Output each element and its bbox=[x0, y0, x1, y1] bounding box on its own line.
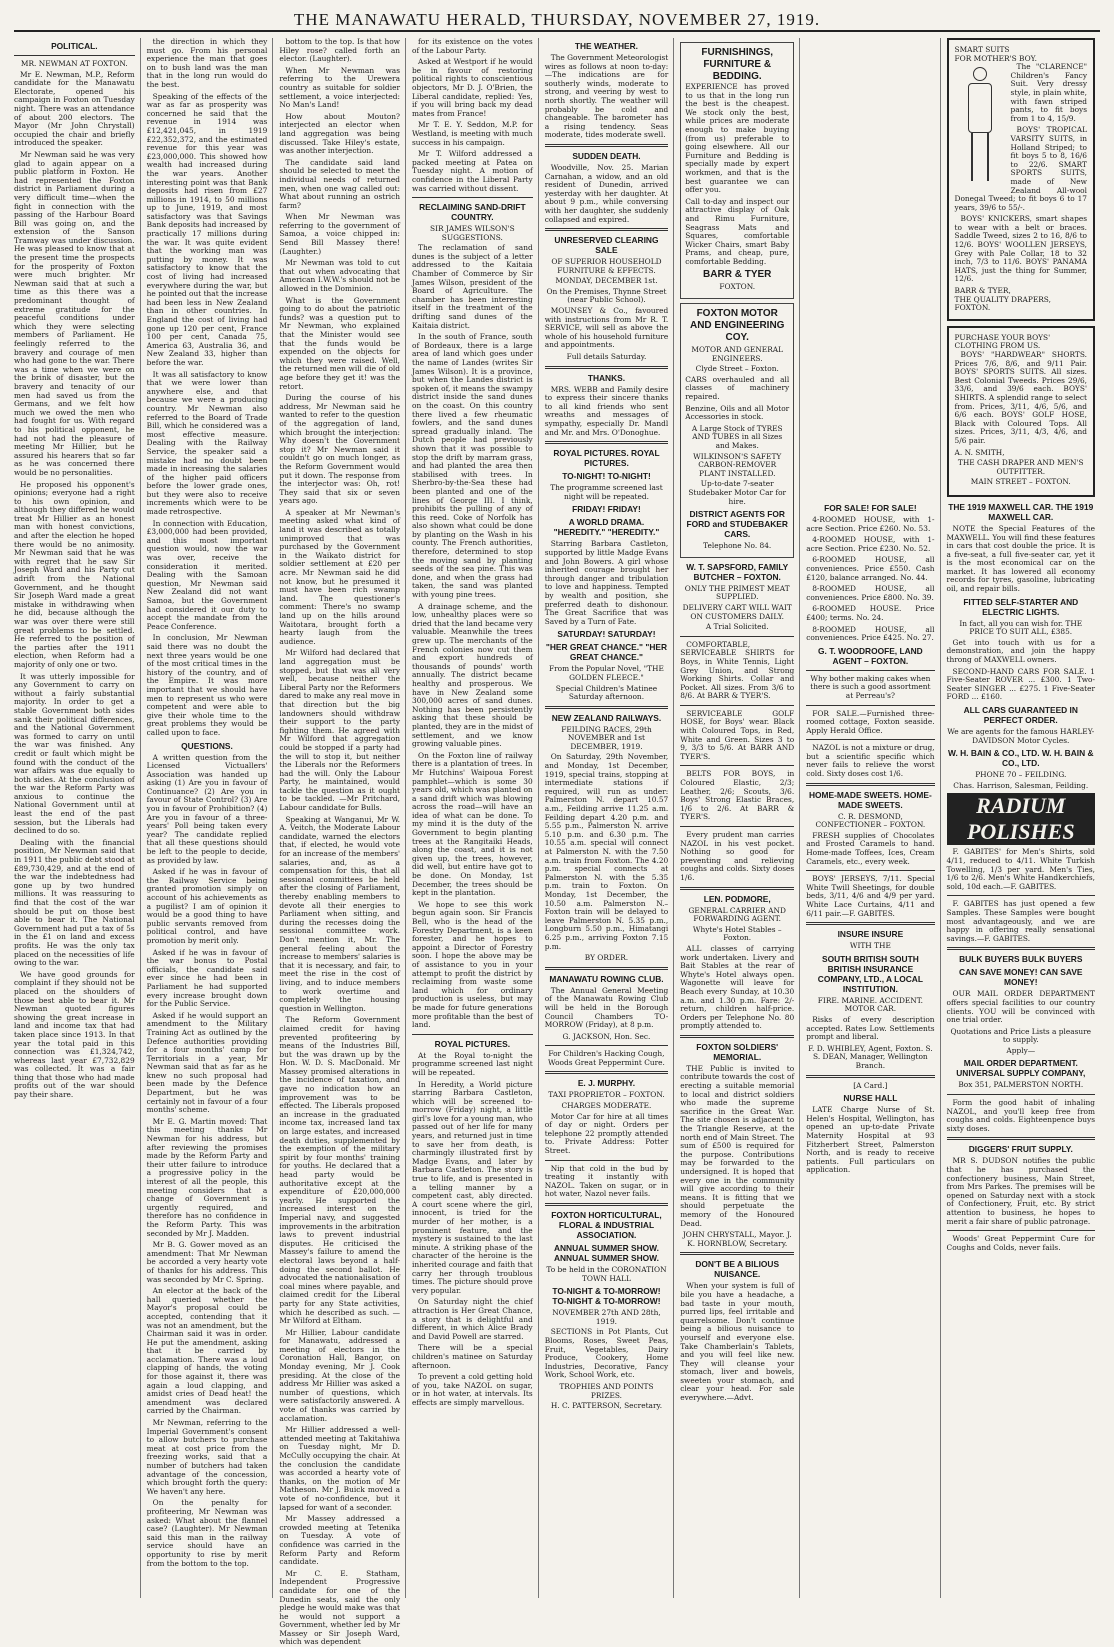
murphy-sub: TAXI PROPRIETOR – FOXTON. bbox=[548, 1090, 665, 1100]
bain-sales: Chas. Harrison, Salesman, Feilding. bbox=[953, 780, 1089, 790]
memorial-heading: FOXTON SOLDIERS' MEMORIAL. bbox=[696, 1041, 779, 1062]
article-paragraph: On the Foxton line of railway there is a plantation of trees. In Mr Hutchins' Waipoua Forest pamphlet—which is some 30 years old, which was planted on a sand drift which was blowing across the road—will have an idea of what can be done. To my mind it is the duty of the Government to begin planting trees at the Rangitaiki Heads, along the coast, and it is not given up, the trees, however, did well, but entire have got to be done. On Monday, 1st December, the trees should be kept in the plantation. bbox=[412, 750, 533, 898]
smart-suits-text: The "CLARENCE" Children's Fancy Suit. Very dressy style, in plain white, with fawn striped pants, to fit boys from 1 to 4, 15/9. bbox=[1010, 62, 1087, 123]
purchase-heading-1: PURCHASE YOUR BOYS' bbox=[954, 332, 1051, 342]
bain-addr: PHONE 70 – FEILDING. bbox=[975, 770, 1067, 780]
column-7 bbox=[806, 38, 940, 1598]
smart-suits-text-3: BOYS' KNICKERS, smart shapes to wear with a belt or braces. Saddle Tweed, sizes 2 to 16, 8/6 to 12/6. BOYS' WOOLLEN JERSEYS, Grey with Pale Collar, 18 to 32 inch, 7/3 to 11/6. BOYS' PANAMA HATS, just the thing for Summer, 12/6. bbox=[954, 214, 1087, 284]
sale-listing: 4-ROOMED HOUSE, with 1-acre Section. Price £230. No. 52. bbox=[806, 535, 935, 553]
maxwell-text: NOTE the Special Features of the MAXWELL. You will find these features in cars that cost double the price. It is a five-seat, a full five-seater car, yet it is the most economical car on the market. It has lowered all economy records for tyres, gasoline, lubricating oil, and repair bills. bbox=[946, 523, 1095, 594]
article-paragraph: On the penalty for profiteering, Mr Newman was asked: What about the flannel case? (Laughter). Mr Newman said this man in the railway service should have an opportunity to rise by merit from the bottom to the top. bbox=[146, 1498, 268, 1568]
murphy-text: Motor Car for hire at all times of day or night. Orders per telephone 22 promptly attended to. Private Address: Potter Street. bbox=[544, 1111, 669, 1156]
drama-text: Starring Barbara Castleton, supported by little Madge Evans and John Bowers. A girl whose inherited courage brought her through danger and tribulation to love and happiness. Tempted by wealth and position, she preferred death to dishonour. The Great Sacrifice that was Saved by a Turn of Fate. bbox=[544, 539, 669, 626]
sudden-death-heading: SUDDEN DEATH. bbox=[572, 150, 641, 161]
podmore-addr: Whyte's Hotel Stables – Foxton. bbox=[692, 924, 782, 943]
column-8 bbox=[947, 38, 1100, 1598]
nurse-heading: NURSE HALL bbox=[843, 1093, 898, 1104]
column-2 bbox=[147, 38, 274, 1598]
saturday-label: SATURDAY! SATURDAY! bbox=[557, 629, 656, 640]
maxwell-price: In fact, all you can wish for. THE PRICE TO SUIT ALL, £385. bbox=[959, 618, 1083, 637]
thanks-text: MRS. WEBB and Family desire to express their sincere thanks to all kind friends who sent wreaths and messages of sympathy, especially Dr. Mandl and Mr. and Mrs. O'Donoghue. bbox=[544, 384, 669, 437]
article-paragraph: When Mr Newman was referring to the Urewera country as suitable for soldier settlement, a voice interjected: No Man's Land! bbox=[279, 65, 401, 110]
apply-text: Apply— bbox=[1006, 1045, 1036, 1055]
railways-text: On Saturday, 29th November, and Monday, 1st December, 1919, special trains, stopping at intermediate stations if required, will run as under: Palmerston N. depart 10.57 a.m., Feilding arrive 11.25 a.m. Feilding depart 4.20 p.m. and 5.55 p.m., Palmerston N. arrive 5.10 p.m. and 6.30 p.m. The 10.55 a.m. special will connect at Palmerston N. with the 7.50 a.m. train from Foxton. The 4.20 p.m. special connects at Palmerston N. with the 5.35 p.m. train to Foxton. On Monday, 1st December, the 10.50 a.m. Palmerston N.–Foxton train will be delayed to leave Palmerston N. 5.35 p.m., Longburn 5.50 p.m., Himatangi 6.25 p.m., arriving Foxton 7.15 p.m. bbox=[544, 752, 669, 951]
furnishings-sig: BARR & TYER bbox=[703, 269, 772, 281]
sweets-sig: C. R. DESMOND, CONFECTIONER – FOXTON. bbox=[815, 811, 926, 830]
motor-ad bbox=[680, 303, 794, 558]
article-paragraph: On Saturday night the chief attraction is Her Great Chance, a story that is delightful and different, in which Alice Brady and David Powell are starred. bbox=[412, 1297, 533, 1341]
bain-name: W. H. BAIN & CO., LTD. W. H. BAIN & CO., LTD. bbox=[948, 748, 1094, 769]
column-1 bbox=[14, 38, 141, 1598]
article-paragraph: Mr Wilford had declared that land aggregation must be stopped, but that was all very well, because neither the Liberal Party nor the Reformers dared to make any real move in that direction but the big landowners should withdraw their support to the party fighting them. He agreed with Mr Wilford that aggregation could be stopped if a party had the will to stop it, but neither the Liberals nor the Reformers had the will. Only the Labour Party, he maintained, would tackle the question as it ought to be tackled. —Mr Pritchard, Labour candidate for Bulls. bbox=[279, 648, 401, 813]
for-sale-heading: FOR SALE! FOR SALE! bbox=[824, 503, 917, 513]
show-text: SECTIONS in Pot Plants, Cut Blooms, Roses, Sweet Peas, Fruit, Vegetables, Dairy Produce, Cookery, Home Industries, Decorative, Fancy Work, School Work, etc. bbox=[544, 1327, 669, 1380]
sweets-text: FRESH supplies of Chocolates and Frosted Caramels to hand. Home-made Toffees, Ices, Cream Caramels, etc., every week. bbox=[806, 830, 935, 866]
article-paragraph: The Reform Government claimed credit for having prevented profiteering by means of the Industries Bill, but the was drawn up by the Hon. W. D. S. MacDonald. Mr Massey promised alterations in the incidence of taxation, and gave no indication how an improvement was to be effected. The Liberals proposed an increase in the graduated income tax, increased land tax on large estates, and increased death duties, supplemented by the exemption of the military spirit by four months' training for youths. He declared that a head party would be authoritative except at the expenditure of £20,000,000 yearly. He supported the increased interest on the Imperial navy, and suggested improvements in the arbitration laws to prevent industrial disputes. He criticised the Massey's failure to amend the electoral laws beyond a half-doing the second ballot. He advocated the nationalisation of coal mines where payable, and claimed credit for the Liberal party for any State activities, which he described as such. —Mr Wilford at Eltham. bbox=[279, 1015, 401, 1326]
show-place: To be held in the CORONATION TOWN HALL bbox=[546, 1265, 667, 1283]
section-heading: POLITICAL. bbox=[51, 41, 98, 51]
article-paragraph: The reclamation of sand dunes is the subject of a letter addressed to the Kaitaia Chamber of Commerce by Sir James Wilson, president of the Board of Agriculture. The chamber has been interesting itself in the treatment of the drifting sand dunes of the Kaitaia district. bbox=[412, 243, 533, 330]
barr-tyer-sub: THE QUALITY DRAPERS, bbox=[954, 294, 1051, 304]
masthead: THE MANAWATU HERALD, THURSDAY, NOVEMBER 27, 1919. bbox=[14, 10, 1100, 32]
article-paragraph: It was utterly impossible for any Government to carry on without a fairly substantial majority. In order to get a stable Government both sides sank their political differences, and the National Government was formed to carry on until the war was finished. Any credit or fault which might be found with the conduct of the war affairs was due equally to both sides. At the conclusion of the war the Reform Party was anxious to continue the National Government until at least the end of the past session, but the Liberals had declined to do so. bbox=[14, 671, 135, 836]
furnishings-place: FOXTON. bbox=[719, 282, 756, 292]
jerseys-text: BOYS' JERSEYS, 7/11. Special White Twill Sheetings, for double beds, 3/11, 4/6 and 4/9 per yard. White Lace Curtains, 4/11 and 6/11 pair.—F. GABITES. bbox=[806, 874, 935, 918]
article-paragraph: In conclusion, Mr Newman said there was no doubt the next three years would be one of the most critical times in the history of the country, and of the Empire. It was more important that we should have men to represent us who were competent and were able to give their whole time to the great problems they would be called upon to face. bbox=[146, 633, 268, 737]
mail-text: OUR MAIL ORDER DEPARTMENT offers special facilities to our country clients. YOU will be convinced with one trial order. bbox=[946, 989, 1095, 1025]
show-date: NOVEMBER 27th AND 28th, 1919. bbox=[552, 1308, 661, 1326]
railways-sub: FEILDING RACES, 29th NOVEMBER and 1st DECEMBER, 1919. bbox=[561, 724, 652, 751]
murphy-moderate: CHARGES MODERATE. bbox=[561, 1101, 652, 1111]
podmore-sub: GENERAL CARRIER AND FORWARDING AGENT. bbox=[688, 905, 786, 924]
cars-guaranteed: ALL CARS GUARANTEED IN PERFECT ORDER. bbox=[963, 705, 1078, 725]
chance-title: "HER GREAT CHANCE." "HER GREAT CHANCE." bbox=[545, 642, 668, 663]
sale-listing: 6-ROOMED HOUSE. Price £400; terms. No. 24. bbox=[806, 604, 935, 622]
drama-title: A WORLD DRAMA. "HEREDITY." "HEREDITY." bbox=[553, 517, 660, 538]
article-subheading: MR. NEWMAN AT FOXTON. bbox=[20, 59, 128, 68]
furnishings-heading: FURNISHINGS, FURNITURE & BEDDING. bbox=[701, 47, 774, 82]
railways-heading: NEW ZEALAND RAILWAYS. bbox=[551, 712, 662, 723]
columns bbox=[14, 37, 1100, 1647]
article-paragraph: There will be a special children's matinee on Saturday afternoon. bbox=[412, 1343, 533, 1370]
insure-heading: INSURE INSURE bbox=[837, 929, 904, 940]
smith-name: A. N. SMITH, bbox=[954, 447, 1005, 457]
nazol-text: NAZOL is not a mixture or drug, but a scientific specific which never fails to relieve the worst cold. Sixty doses cost 1/6. bbox=[806, 743, 935, 779]
motor-text: CARS overhauled and all classes of machinery repaired. bbox=[685, 374, 790, 402]
maxwell-demo: Get into touch with us for a demonstration, and join the happy throng of MAXWELL owners. bbox=[946, 637, 1095, 665]
furnishings-text-2: Call to-day and inspect our attractive display of Oak and Rimu Furniture, Seagrass Mats and Squares, comfortable Wicker Chairs, smart Baby Prams, and cheap, pure, comfortable Bedding. bbox=[685, 196, 790, 266]
rowing-heading: MANAWATU ROWING CLUB. bbox=[549, 973, 664, 984]
article-paragraph: Mr Newman, referring to the Imperial Government's consent to allow butchers to purchase meat at cost price from the freezing works, said that a number of butchers had taken advantage of the concession, which brought forth the query: We haven't any here. bbox=[146, 1418, 268, 1496]
article-paragraph: What is the Government going to do about the patriotic funds? was a question put to Mr Newman, who explained that the Minister would see that the funds would be expended on the objects for which they were raised. Well, the returned men will die of old age before they get it! was the retort. bbox=[279, 295, 401, 391]
article-paragraph: The candidate said land should be selected to meet the individual needs of returned men, when one wag called out: What about running an ostrich farm? bbox=[279, 157, 401, 210]
column-5 bbox=[545, 38, 675, 1598]
secondhand-cars: SECOND-HAND CARS FOR SALE. 1 Five-Seater ROVER ... £300. 1 Two-Seater SINGER ... £275. 1 Five-Seater FORD ... £160. bbox=[946, 666, 1095, 702]
article-paragraph: To prevent a cold getting hold of you, take NAZOL on sugar, or in hot water, at intervals. Its effects are simply marvellous. bbox=[412, 1372, 533, 1407]
smart-suits-text-2: BOYS' TROPICAL VARSITY SUITS, in Holland Striped; to fit boys 5 to 8, 16/6 to 22/6. SMART SPORTS SUITS, made of New Zealand All-wool Donegal Tweed; to fit boys 6 to 17 years, 39/6 to 55/-. bbox=[954, 125, 1087, 212]
purchase-ad bbox=[947, 326, 1095, 497]
sale-listing: 8-ROOMED HOUSE, all conveniences. Price £800. No. 39. bbox=[806, 584, 935, 602]
motor-tel: Telephone No. 84. bbox=[703, 541, 772, 551]
boy-figure-illustration bbox=[955, 65, 1005, 185]
sale-listing: 6-ROOMED HOUSE, all conveniences. Price £550. Cash £120, balance arranged. No. 44. bbox=[806, 555, 935, 582]
tonight-text: The programme screened last night will be repeated. bbox=[550, 483, 663, 501]
furnishings-ad bbox=[680, 42, 794, 299]
cakes-text: Why bother making cakes when there is such a good assortment at Perreau's? bbox=[810, 673, 931, 700]
save-money: CAN SAVE MONEY! CAN SAVE MONEY! bbox=[959, 967, 1083, 988]
article-paragraph: In Heredity, a World picture starring Barbara Castleton, which will be screened to-morrow (Friday) night, a little girl's love for a young man, who passed out of her life for many years, and returned just in time to save her from death, is charmingly illustrated first by Madge Evans, and later by Barbara Castleton. The story is true to life, and is presented in a telling manner by a competent cast, ably directed. A court scene where the girl, innocent, is tried for the murder of her mother, is a prominent feature, and the mystery is sustained to the last minute. A striking phase of the character of the heroine is the inherited courage and faith that carry her through troublous times. The picture should prove very popular. bbox=[412, 1079, 533, 1295]
article-paragraph: Mr E. G. Martin moved: That this meeting thanks Mr Newman for his address, but after reviewing the promises made by the Reform Party and their utter failure to introduce a progressive policy in the interest of all the people, this meeting considers that a change of Government is urgently required, and therefore has no confidence in the Reform Party. This was seconded by Mr J. Madden. bbox=[146, 1116, 268, 1238]
article-paragraph: In connection with Education, £3,000,000 had been provided, and this most important question would, now the war was over, receive the consideration it merited. Dealing with the Samoan question, Mr Newman said New Zealand did not want Samoa, but the Government had considered it our duty to accept the mandate from the Peace Conference. bbox=[146, 518, 268, 631]
article-paragraph: Mr Massey addressed a crowded meeting at Tetenika on Tuesday. A vote of confidence was carried in the Reform Party and Reform candidate. bbox=[279, 1514, 401, 1567]
article-paragraph: Speaking at Wanganui, Mr W. A. Veitch, the Moderate Labour candidate, warned the electors that, if elected, he would vote for an increase of the members' salaries, and, as a compensation for this, that all sessional committees be held after the closing of Parliament, thereby enabling members to devote all their energies to Parliament when sitting, and during the recesses doing the sessional committee work. Don't mention it, Mr. The general feeling about the increase to members' salaries is that it is necessary, and fair, to meet the rise in the cost of living, and to induce members to work overtime and completely the housing question in Wellington. bbox=[279, 814, 401, 1013]
purchase-heading-2: CLOTHING FROM US. bbox=[954, 341, 1041, 351]
clearing-sale-foot: Full details Saturday. bbox=[566, 352, 647, 362]
barr-tyer-place: FOXTON. bbox=[954, 303, 991, 313]
thanks-heading: THANKS. bbox=[587, 372, 626, 383]
reclaiming-heading: RECLAIMING SAND-DRIFT COUNTRY. bbox=[419, 202, 526, 223]
article-paragraph: for its existence on the votes of the Labour Party. bbox=[412, 37, 533, 55]
clearing-sale-heading: UNRESERVED CLEARING SALE bbox=[554, 235, 659, 256]
article-paragraph: Mr Newman said he was very glad to again appear on a public platform in Foxton. He had represented the Foxton district in Parliament during a very difficult time—when the fight in connection with the passing of the Harbour Board Bill was going on, and the extension of the Sanson Tramway was under discussion. He was pleased to know that at the present time the prospects for the prosperity of Foxton were much brighter. Mr Newman said that at such a time as this there was a predominant thought of extreme gratitude for the peaceful conditions under which they were selecting members of Parliament. He feelingly referred to the bravery and courage of men who had gone to the war. There was a time when we were on the brink of disaster, but the bravery and tenacity of our men had saved us from the Germans, and we felt how much we owed the men who had fought for us. With regard to his political opponent, he had not had the pleasure of meeting Mr Hillier, but he assured his hearers that so far as he was concerned there would be no personalities. bbox=[14, 149, 135, 477]
article-paragraph: Mr Hillier, Labour candidate for Manawatu, addressed a meeting of electors in the Coronation Hall, Bangor, on Monday evening, Mr J. Cook presiding. At the close of the address Mr Hillier was asked a number of questions, which were satisfactorily answered. A vote of thanks was carried by acclamation. bbox=[279, 1327, 401, 1423]
insure-sig: F. D. WHIBLEY, Agent, Foxton. S. S. DEAN, Manager, Wellington Branch. bbox=[808, 1043, 933, 1070]
maxwell-heading: THE 1919 MAXWELL CAR. THE 1919 MAXWELL CAR. bbox=[948, 501, 1094, 522]
memorial-sig: JOHN CHRYSTALL, Mayor. J. K. HORNBLOW, Secretary. bbox=[682, 1230, 792, 1248]
article-paragraph: bottom to the top. Is that how Hiley rose? called forth an elector. (Laughter). bbox=[279, 37, 401, 64]
insure-text: Risks of every description accepted. Rates Low. Settlements prompt and liberal. bbox=[806, 1014, 935, 1042]
sudden-death-text: Woodville, Nov. 25. Marian Carnahan, a widow, and an old resident of Dunedin, arrived yesterday with her daughter. At about 9 p.m., while conversing with her daughter, she suddenly collapsed and expired. bbox=[544, 162, 669, 224]
smith-addr: MAIN STREET – FOXTON. bbox=[970, 477, 1071, 487]
cough-text: For Children's Hacking Cough, Woods Great Peppermint Cure. bbox=[548, 1049, 665, 1067]
clearing-sale-text: MOUNSEY & Co., favoured with instructions from Mr R. T. SERVICE, will sell as above the whole of his household furniture and appointments. bbox=[544, 306, 669, 350]
royal-ad-heading: ROYAL PICTURES. ROYAL PICTURES. bbox=[553, 448, 660, 469]
article-paragraph: Mr T. E. Y. Seddon, M.P. for Westland, is meeting with much success in his campaign. bbox=[412, 120, 533, 147]
motor-car: Up-to-date 7-seater Studebaker Motor Car for hire. bbox=[688, 479, 787, 506]
article-paragraph: At the Royal to-night the programme screened last night will be repeated. bbox=[412, 1050, 533, 1077]
insure-types: FIRE. MARINE. ACCIDENT. MOTOR CAR. bbox=[817, 995, 923, 1014]
cottage-sale-text: FOR SALE.—Furnished three-roomed cottage, Foxton seaside. Apply Herald Office. bbox=[806, 708, 935, 735]
murphy-heading: E. J. MURPHY. bbox=[577, 1078, 636, 1089]
column-3 bbox=[279, 37, 406, 1647]
article-paragraph: Dealing with the financial position, Mr Newman said that in 1911 the public debt stood at £89,730,429, and at the end of the war the indebtedness had gone up by two hundred millions. It was reassuring to find that the cost of the war should be put on those best able to bear it. The National Government had put a tax of 5s in the £1 on land and excess profits. He was the only tax placed on the necessities of life owing to the war. bbox=[14, 837, 135, 968]
novel-text: From the Popular Novel, "THE GOLDEN FLEECE." bbox=[549, 664, 664, 682]
radium-logo: RADIUM POLISHES bbox=[947, 793, 1095, 845]
smart-suits-ad bbox=[947, 38, 1095, 321]
nuisance-heading: DON'T BE A BILIOUS NUISANCE. bbox=[695, 1259, 780, 1280]
clearing-sale-date: MONDAY, DECEMBER 1st. bbox=[555, 276, 658, 286]
motor-tyres: A Large Stock of TYRES AND TUBES in all Sizes and Makes. bbox=[691, 423, 783, 450]
article-paragraph: A speaker at Mr Newman's meeting asked what kind of land it was described as totally unimproved that was purchased by the Government in the Waikato district for soldier settlement at £20 per acre. Mr Newman said he did not know, but he presumed it must have been rich swamp land. The questioner's comment: There's no swamp land up on the hills around Waitotara, brought forth a hearty laugh from the audience. bbox=[279, 507, 401, 646]
clearing-sale-sub: OF SUPERIOR HOUSEHOLD FURNITURE & EFFECTS. bbox=[551, 257, 662, 275]
motor-agents: DISTRICT AGENTS FOR FORD and STUDEBAKER CARS. bbox=[686, 509, 788, 540]
barr-tyer-name: BARR & TYER, bbox=[954, 286, 1011, 296]
motor-text-2: Benzine, Oils and all Motor Accessories in stock. bbox=[685, 403, 790, 422]
nazol-text: Nip that cold in the bud by treating it instantly with NAZOL. Taken on sugar, or in hot water, Nazol never fails. bbox=[544, 1163, 669, 1199]
sapsford-trial: A Trial Solicited. bbox=[705, 622, 769, 632]
article-paragraph: It was all satisfactory to know that we were lower than anywhere else, and that because we were a producing country. Mr Newman also referred to the Board of Trade Bill, which he considered was a most effective measure. Dealing with the Railway Service, the speaker said a mistake had no doubt been made in increasing the salaries of the higher paid officers before the lower grade ones, but they were also to receive increments which were to be made retrospective. bbox=[146, 369, 268, 517]
article-paragraph: Asked at Westport if he would be in favour of restoring political rights to conscientious objectors, Mr D. J. O'Brien, the Liberal candidate, replied: Yes, if you will bring back my dead mates from France! bbox=[412, 57, 533, 118]
sapsford-delivery: DELIVERY CART WILL WAIT ON CUSTOMERS DAILY. bbox=[682, 602, 792, 621]
article-paragraph: When Mr Newman was referring to the government of Samoa, a voice chipped in: Send Bill Massey there! (Laughter.) bbox=[279, 212, 401, 256]
questions-heading: QUESTIONS. bbox=[181, 740, 233, 751]
show-trophies: TROPHIES AND POINTS PRIZES. bbox=[559, 1381, 654, 1400]
show-sig: H. C. PATTERSON, Secretary. bbox=[550, 1401, 663, 1411]
nuisance-text: When your system is full of bile you have a headache, a bad taste in your mouth, purred lips, feel irritable and quarrelsome. Don't continue being a bilious nuisance to yourself and everyone else. Take Chamberlain's Tablets, and you will feel like new. They will cleanse your stomach, liver and bowels, sweeten your stomach, and clear your head. For sale everywhere.—Advt. bbox=[680, 1281, 795, 1403]
article-paragraph: Asked if he was in favour of the war bonus to Postal officials, the candidate said ever since he had been in Parliament he had supported every increase brought down for the Public Service. bbox=[146, 947, 268, 1009]
mail-dept: MAIL ORDER DEPARTMENT. UNIVERSAL SUPPLY COMPANY, bbox=[956, 1058, 1086, 1079]
smart-suits-heading: SMART SUITS bbox=[954, 45, 1010, 54]
royal-pictures-heading: ROYAL PICTURES. bbox=[434, 1038, 511, 1049]
woods-text: Woods' Great Peppermint Cure for Coughs and Colds, never fails. bbox=[946, 1234, 1095, 1252]
nurse-text: LATE Charge Nurse of St. Helen's Hospital, Wellington, has opened an up-to-date Private Maternity Hospital at 93 Fitzherbert Street, Palmerston North, and is ready to receive patients. Full particulars on application. bbox=[806, 1105, 935, 1175]
insure-company: SOUTH BRITISH SOUTH BRITISH INSURANCE COMPANY, LTD., A LOCAL INSTITUTION. bbox=[817, 953, 923, 994]
memorial-text: THE Public is invited to contribute towards the cost of erecting a suitable memorial to local and district soldiers who made the supreme sacrifice in the Great War. The site chosen is adjacent to the Triangle Reserve, at the north end of Main Street. The sum of £500 is required for the purpose. Contributions may be forwarded to the undersigned. It is hoped that every one in the community will give according to their means. It is fitting that we should perpetuate the memory of the Honoured Dead. bbox=[680, 1063, 795, 1228]
column-4 bbox=[412, 38, 539, 1598]
article-paragraph: He proposed his opponent's opinions; everyone had a right to his own opinion, and although they differed he would treat Mr Hillier as an honest man with honest convictions, and after the election he hoped there would be no animosity. Mr Newman said that he was with regret that he saw Sir Joseph Ward and his Party cut adrift from the National Government, and he thought Sir Joseph Ward made a great mistake in withdrawing when he did, because although the war was over there were still great problems to be settled. He referred to the position of the parties after the 1911 election, when Reform had a majority of only one or two. bbox=[14, 479, 135, 669]
purchase-text: BOYS' "HARDWEAR" SHORTS. Prices 7/6, 8/6, and 9/11 Pair. BOYS' SPORTS SUITS. All sizes. Best Colonial Tweeds. Prices 29/6, 33/6, and 39/6 each. BOYS' SHIRTS. A splendid range to select from. Prices, 3/11, 4/6, 5/6, and 6/6 each. BOYS' GOLF HOSE, Black with Coloured Tops. All sizes. Prices, 3/11, 4/3, 4/6, and 5/6 pair. bbox=[954, 350, 1087, 445]
sapsford-sub: ONLY THE PRIMEST MEAT SUPPLIED. bbox=[684, 583, 790, 602]
quote-text: Quotations and Price Lists a pleasure to supply. bbox=[950, 1026, 1092, 1045]
horticultural-heading: FOXTON HORTICULTURAL, FLORAL & INDUSTRIAL ASSOCIATION. bbox=[551, 1210, 662, 1240]
article-paragraph: How about Mouton? interjected an elector when land aggregation was being discussed. Take Hiley's estate, was another interjection. bbox=[279, 111, 401, 156]
sale-listing: 8-ROOMED HOUSE, all conveniences. Price £425. No. 27. bbox=[806, 624, 935, 643]
shirts-text: COMFORTABLE, SERVICEABLE SHIRTS for Boys, in White Tennis, Light Grey Union, and Strong Working Shirts. Collar and Pocket. All sizes. From 3/6 to 8/6. At BARR & TYER'S. bbox=[680, 639, 795, 701]
gabites-text: F. GABITES' for Men's Shirts, sold 4/11, reduced to 4/11. White Turkish Towelling, 1/3 per yard. Men's Ties, 1/6 to 2/6. Men's White Handkerchiefs, sold, 10d each.—F. GABITES. bbox=[946, 847, 1095, 891]
article-paragraph: We have good grounds for complaint if they should not be placed on the shoulders of those best able to bear it. Mr Newman quoted figures showing the great increase in land and income tax that had taken place since 1913. In that year the total paid in this connection was £1,324,742, whereas last year £7,732,829 was collected. It was a fair thing that those who had made profits out of the war should pay their share. bbox=[14, 969, 135, 1100]
railways-by: BY ORDER. bbox=[584, 953, 629, 963]
harley-text: We are agents for the famous HARLEY-DAVIDSON Motor Cycles. bbox=[947, 727, 1095, 745]
article-paragraph: Mr C. E. Statham, Independent Progressive candidate for one of the Dunedin seats, said the only pledge he would make was that he would not support a Government, whether led by Mr Massey or Sir Joseph Ward, which was dependent bbox=[279, 1568, 401, 1647]
article-paragraph: An elector at the back of the hall queried whether the Mayor's proposal could be accepted, contending that it was not an amendment, but the Chairman said it was in order. He put the amendment, asking that it be carried by acclamation. There was a loud clapping of hands, the voting for those against it, there was again a loud clapping, and amidst cries of Dead heat! the amendment was declared carried by the Chairman. bbox=[146, 1286, 268, 1416]
rowing-text: The Annual General Meeting of the Manawatu Rowing Club will be held in the Borough Council Chambers TO-MORROW (Friday), at 8 p.m. bbox=[544, 985, 669, 1030]
article-paragraph: Mr B. G. Gower moved as an amendment: That Mr Newman be accorded a very hearty vote of thanks for his address. This was seconded by Mr C. Spring. bbox=[146, 1240, 268, 1284]
podmore-text: ALL classes of carrying work undertaken. Livery and Bait Stables at the rear of Whyte's Hotel always open. Wagonette will leave for Beach every Sunday, at 10.30 a.m. and 1.30 p.m. Fare: 2/- return, children half-price. Orders per Telephone No. 80 promptly attended to. bbox=[680, 943, 795, 1031]
article-paragraph: Asked if he would support an amendment to the Military Training Act as outlined by the Defence authorities providing for a four months' camp for Territorials in a year, Mr Newman said that as far as he knew no such proposal had been made by the Defence Department, but he was certainly not in favour of a four months' scheme. bbox=[146, 1010, 268, 1115]
smart-suits-sub: FOR MOTHER'S BOY. bbox=[954, 53, 1037, 63]
diggers-text: MR S. DUDSON notifies the public that he has purchased the confectionery business, Main Street, from Mrs Parkes. The premises will be opened on Saturday next with a stock of Confectionery, Fruit, etc. By strict attention to business, he hopes to merit a fair share of public patronage. bbox=[946, 1156, 1095, 1226]
article-paragraph: Asked if he was in favour of the Railway Service being granted promotion simply on account of his achievements as a pugilist? I am of opinion it would be a good thing to have public servants removed from political control, and have promotion by merit only. bbox=[146, 867, 268, 945]
habit-text: Form the good habit of inhaling NAZOL, and you'll keep free from coughs and colds. Eighteenpence buys sixty doses. bbox=[946, 1098, 1095, 1133]
gabites-text-2: F. GABITES has just opened a few Samples. These Samples were bought most advantageously, and we are happy in offering really sensational savings.—F. GABITES. bbox=[946, 899, 1095, 943]
furnishings-text: EXPERIENCE has proved to us that in the long run the best is the cheapest. We stock only the best, while prices are moderate enough to make buying (from us) preferable to going elsewhere. All our Furniture and Bedding is specially made by expert workmen, and that is the best guarantee we can offer you. bbox=[685, 82, 790, 195]
mail-box: Box 351, PALMERSTON NORTH. bbox=[958, 1080, 1084, 1090]
show-heading: ANNUAL SUMMER SHOW. ANNUAL SUMMER SHOW. bbox=[553, 1243, 659, 1263]
clearing-sale-place: On the Premises, Thynne Street (near Public School). bbox=[546, 286, 667, 305]
friday-label: FRIDAY! FRIDAY! bbox=[572, 504, 641, 515]
column-6 bbox=[680, 38, 800, 1598]
woodroofe-sig: G. T. WOODROOFE, LAND AGENT – FOXTON. bbox=[818, 645, 923, 666]
article-paragraph: Speaking of the effects of the war as far as prosperity was concerned he said that the revenue in 1914 was £12,421,045, in 1919 £22,352,372, and the estimated revenue for this year was £23,000,000. This showed how wealth had increased during the war years. Another interesting point was that Bank deposits had risen from £27 millions in 1914, to 50 millions up to June, 1919, and most satisfactory was that Savings Bank deposits had increased by practically 17 millions during the war. It was quite evident that the working man was putting by money. It was satisfactory to know that the cost of living had increased everywhere during the war, but he pointed out that the increase had been less in New Zealand than in other countries. In England the cost of living had gone up 120 per cent, France 100 per cent, Canada 75, America 63, Australia 36, and New Zealand 33, higher than before the war. bbox=[146, 91, 268, 367]
belts-text: BELTS FOR BOYS, in Coloured Elastic, 2/3; Leather, 2/6; Scouts, 3/6. Boys' Strong Elastic Braces, 1/6 to 2/6. At BARR & TYER'S. bbox=[680, 769, 795, 822]
motor-sub: MOTOR AND GENERAL ENGINEERS. bbox=[691, 345, 784, 363]
bulk-buyers: BULK BUYERS BULK BUYERS bbox=[959, 954, 1083, 965]
article-paragraph: A written question from the Licensed Victuallers' Association was handed up asking (1) Are you in favour of Continuance? (2) Are you in favour of State Control? (3) Are you in favour of Prohibition? (4) Are you in favour of a three-years' Poll being taken every year? The candidate replied that all these questions should be left to the people to decide, as provided by law. bbox=[146, 752, 268, 865]
nazol-text: Every prudent man carries NAZOL in his vest pocket. Nothing so good for preventing and relieving coughs and colds. Sixty doses 1/6. bbox=[680, 830, 795, 882]
sale-listing: 4-ROOMED HOUSE, with 1-acre Section. Price £260. No. 53. bbox=[806, 515, 935, 533]
podmore-heading: LEN. PODMORE, bbox=[703, 893, 771, 904]
sweets-heading: HOME-MADE SWEETS. HOME-MADE SWEETS. bbox=[808, 789, 932, 810]
tonight-label: TO-NIGHT! TO-NIGHT! bbox=[562, 471, 651, 482]
article-paragraph: During the course of his address, Mr Newman said he wanted to refer to the question of the aggregation of land, which brought the interjection: Why doesn't the Government stop it? Mr Newman said it couldn't go on much longer, as the Reform Government would put it down. The response from the interjector was: Oh, rot! They said that six or seven years ago. bbox=[279, 393, 401, 506]
card-label: [A Card.] bbox=[853, 1080, 888, 1090]
article-paragraph: Mr Hillier addressed a well-attended meeting at Takitahiwa on Tuesday night, Mr D. McCully occupying the chair. At the conclusion the candidate was accorded a hearty vote of thanks, on the motion of Mr Matheson. Mr J. Buick moved a vote of no-confidence, but it lapsed for want of a seconder. bbox=[279, 1425, 401, 1512]
motor-addr: Clyde Street – Foxton. bbox=[695, 364, 779, 374]
article-paragraph: In the south of France, south of Bordeaux, there is a large area of land which goes under the name of Landes (writes Sir James Wilson). It is a province, but when the Landes district is spoken of, it means the swampy district inside the sand dunes on the coast. On this country there lived a few rheumatic fowlers, and the sand dunes spread gradually inland. The Dutch people had previously shown that it was possible to stop the drift by marram grass, and had planted the area then stabilised with trees. In Sherbro-by-the-Sea these had been planted and one of the lines of George III. I think, prohibits the pulling of any of this reed. Coke of Norfolk has also shown what could be done by planting on the Wash in his county. The French authorities, therefore, determined to stop the moving sand by planting seeds of the sea pine. This was done, and when the grass had taken, the sand was planted with young pine trees. bbox=[412, 332, 533, 600]
article-paragraph: Mr T. Wilford addressed a packed meeting at Patea on Tuesday night. A motion of confidence in the Liberal Party was carried without dissent. bbox=[412, 149, 533, 193]
insure-with: WITH THE bbox=[849, 941, 891, 951]
article-paragraph: We hope to see this work begun again soon. Sir Francis Bell, who is the head of the Forestry Department, is a keen forester, and he hopes to appoint a Director of Forestry soon. I hope the above may be of assistance to you in your attempt to profit the district by reclaiming from waste some land which for ordinary production is useless, but may be made for future generations more profitable than the best of land. bbox=[412, 899, 533, 1030]
weather-heading: THE WEATHER. bbox=[574, 41, 639, 51]
smith-sub: THE CASH DRAPER AND MEN'S OUTFITTER. bbox=[957, 458, 1084, 476]
article-paragraph: A drainage scheme, and the low, unhealthy places were so dried that the land became very valuable. Meanwhile the trees grew up. The merchants of the French colonies now cut them and export hundreds of thousands of pounds' worth annually. The district became healthy and prosperous. We have in New Zealand some 300,000 acres of sand dunes. Nothing has been persistently asking that these should be planted, they are in the midst of settlement, and we know growing valuable pines. bbox=[412, 601, 533, 749]
show-when: TO-NIGHT & TO-MORROW! TO-NIGHT & TO-MORROW! bbox=[552, 1286, 661, 1307]
motor-heading: FOXTON MOTOR AND ENGINEERING COY. bbox=[689, 308, 785, 344]
weather-text: The Government Meteorologist wires as follows at noon to-day:—The indications are for southerly winds, moderate to strong, and veering by west to north shortly. The weather will probably be cold and changeable. The barometer has a rising tendency. Seas moderate, tides moderate swell. bbox=[544, 53, 669, 140]
article-paragraph: Mr E. Newman, M.P., Reform candidate for the Manawatu Electorate, opened his campaign in Foxton on Tuesday night. There was an attendance of about 200 electors. The Mayor (Mr John Chrystall) occupied the chair and briefly introduced the speaker. bbox=[14, 69, 135, 148]
rowing-sig: G. JACKSON, Hon. Sec. bbox=[562, 1031, 651, 1041]
article-paragraph: the direction in which they must go. From his personal experience the man that goes on to bush land was the man that in the long run would do the best. bbox=[146, 37, 268, 89]
motor-plant: WILKINSON'S SAFETY CARBON-REMOVER PLANT INSTALLED. bbox=[693, 451, 782, 478]
reclaiming-subheading: SIR JAMES WILSON'S SUGGESTIONS. bbox=[430, 224, 515, 242]
article-paragraph: Mr Newman was told to cut that out when advocating that American I.W.W.'s should not be allowed in the Dominion. bbox=[279, 258, 401, 294]
hose-text: SERVICEABLE GOLF HOSE, for Boys' wear. Black with Coloured Tops, in Red, White and Green. Sizes 3 to 9, 3/3 to 5/6. At BARR AND TYER'S. bbox=[680, 708, 795, 761]
maxwell-fitted: FITTED SELF-STARTER AND ELECTRIC LIGHTS. bbox=[963, 596, 1079, 617]
sapsford-heading: W. T. SAPSFORD, FAMILY BUTCHER – FOXTON. bbox=[686, 561, 789, 582]
diggers-heading: DIGGERS' FRUIT SUPPLY. bbox=[968, 1144, 1073, 1155]
matinee-text: Special Children's Matinee Saturday afternoon. bbox=[555, 683, 658, 702]
